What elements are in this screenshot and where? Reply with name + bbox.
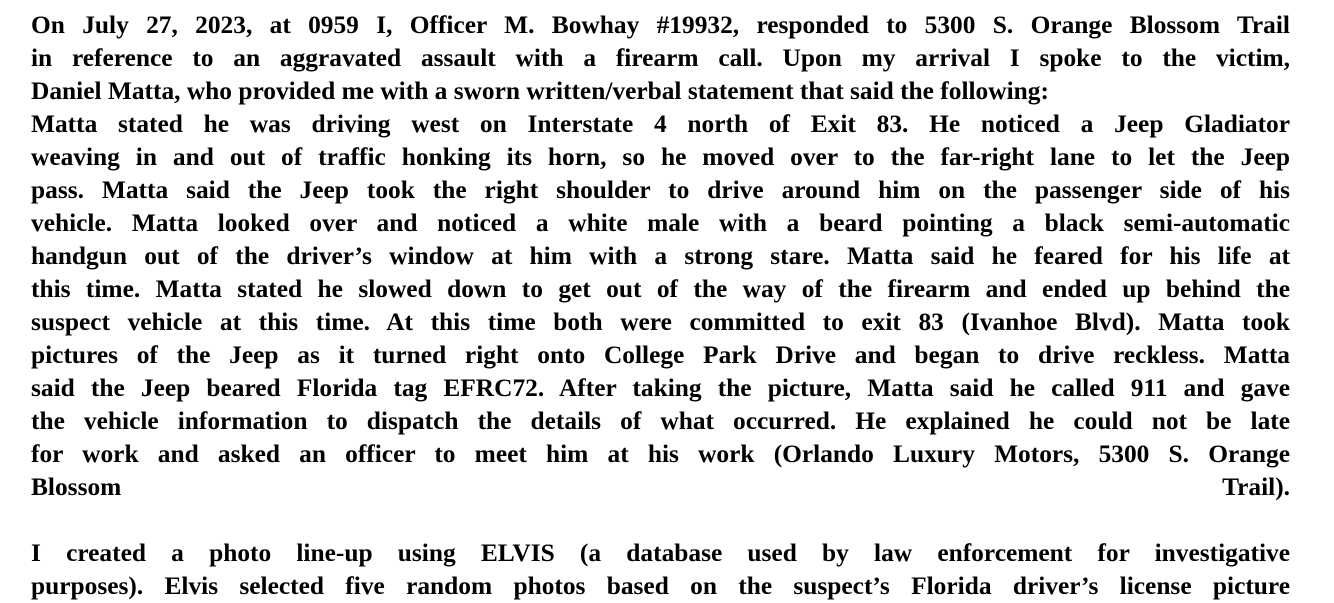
text-line: in reference to an aggravated assault with a firearm call. Upon my arrival I spoke to the victim, — [31, 44, 1290, 72]
text-line: the vehicle information to dispatch the details of what occurred. He explained he could not be late — [31, 407, 1290, 435]
text-line: Blossom Trail). — [31, 473, 1290, 501]
text-line: purposes). Elvis selected five random photos based on the suspect’s Florida driver’s license picture — [31, 572, 1290, 600]
text-line: this time. Matta stated he slowed down to get out of the way of the firearm and ended up behind the — [31, 275, 1290, 303]
text-line: Matta stated he was driving west on Interstate 4 north of Exit 83. He noticed a Jeep Gladiator — [31, 110, 1290, 138]
text-line: vehicle. Matta looked over and noticed a white male with a beard pointing a black semi-automatic — [31, 209, 1290, 237]
text-line: suspect vehicle at this time. At this time both were committed to exit 83 (Ivanhoe Blvd). Matta took — [31, 308, 1290, 336]
text-line: handgun out of the driver’s window at him with a strong stare. Matta said he feared for his life at — [31, 242, 1290, 270]
paragraph-photo-lineup — [31, 537, 1290, 603]
text-line: for work and asked an officer to meet him at his work (Orlando Luxury Motors, 5300 S. Orange — [31, 440, 1290, 468]
text-line: I created a photo line-up using ELVIS (a database used by law enforcement for investigative — [31, 539, 1290, 567]
text-line: On July 27, 2023, at 0959 I, Officer M. Bowhay #19932, responded to 5300 S. Orange Blossom Trail — [31, 11, 1290, 39]
text-line — [31, 504, 1290, 537]
text-line: said the Jeep beared Florida tag EFRC72. After taking the picture, Matta said he called 911 and gave — [31, 374, 1290, 402]
text-line: Daniel Matta, who provided me with a sworn written/verbal statement that said the following: — [31, 77, 1049, 105]
text-line: pictures of the Jeep as it turned right onto College Park Drive and began to drive reckless. Matta — [31, 341, 1290, 369]
paragraph-victim-statement — [31, 108, 1290, 537]
paragraph-response — [31, 9, 1290, 108]
text-line: pass. Matta said the Jeep took the right shoulder to drive around him on the passenger side of his — [31, 176, 1290, 204]
text-line: weaving in and out of traffic honking its horn, so he moved over to the far-right lane to let the Jeep — [31, 143, 1290, 171]
